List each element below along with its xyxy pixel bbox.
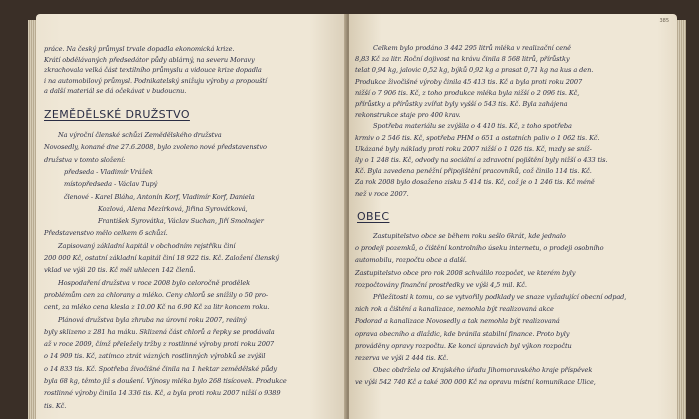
handwritten-line: Představenstvo mělo celkem 6 schůzí. (44, 229, 168, 238)
handwritten-line: Zastupitelstvo obce se během roku sešlo 6krát, kde jednalo (373, 232, 566, 240)
handwritten-line: telat 0,94 kg, jalovic 0,52 kg, býků 0,92 kg a prasat 0,71 kg na kus a den. (355, 66, 594, 75)
section-heading: ZEMĚDĚLSKÉ DRUŽSTVO (44, 108, 190, 121)
section-heading: OBEC (357, 210, 390, 223)
handwritten-line: Plánová družstva byla zhruba na úrovni roku 2007, reálný (58, 315, 247, 324)
handwritten-line: Zapisovaný základní kapitál v obchodním rejstříku činí (58, 241, 236, 250)
handwritten-line: Kč. Byla zavedena peněžní připojištění pracovníků, což činilo 114 tis. Kč. (355, 167, 592, 176)
handwritten-line: Hospodaření družstva v roce 2008 bylo celoročně prodělek (58, 278, 251, 287)
handwritten-line: členové - Karel Bláha, Antonín Korf, Vladimír Korf, Daniela (64, 192, 255, 201)
handwritten-line: až v roce 2009, čímž přeležely tržby z rostlinné výroby proti roku 2007 (44, 340, 275, 349)
handwritten-line: rostlinné výroby činila 14 336 tis. Kč, a byla proti roku 2007 nižší o 9389 (44, 389, 281, 398)
handwritten-line: 200 000 Kč, ostatní základní kapitál činí 18 922 tis. Kč. Založení členský (44, 254, 280, 262)
handwritten-line: o 14 909 tis. Kč, zatímco ztrát vázných rostlinných výrobků se zvýšil (44, 352, 266, 361)
handwritten-line: nich rok a čištění a kanalizace, nemohla být realizovaná akce (355, 305, 554, 314)
handwritten-line: Celkem bylo prodáno 3 442 295 litrů mléka v realizační ceně (373, 44, 571, 52)
handwritten-line: Podorad a kanalizace Novosedly a tak nemohla být realizovaná (355, 317, 560, 326)
handwritten-line: zkrachovala velká část textilního průmyslu a vidouce krize dopadla (44, 66, 262, 75)
handwritten-line: František Syrovátka, Václav Suchan, Jiří Smolnajer (98, 217, 264, 226)
handwritten-line: Za rok 2008 bylo dosaženo zisku 5 414 tis. Kč, což je o 1 246 tis. Kč méně (355, 178, 595, 187)
handwritten-line: 8,83 Kč za litr. Roční dojivost na krávu činila 8 568 litrů, přírůstky (355, 55, 570, 64)
handwritten-line: nižší o 7 906 tis. Kč, z toho produkce mléka byla nižší o 2 096 tis. Kč, (355, 88, 580, 97)
handwritten-line: Obec obdržela od Krajského úřadu Jihomoravského kraje příspěvek (373, 366, 593, 375)
handwritten-line: prováděny opravy rozpočtu. Ke konci úpravách byl výkon rozpočtu (355, 341, 572, 350)
handwritten-line: Kozlová, Alena Mezírková, Jiřina Syrovátková, (98, 204, 248, 213)
handwritten-line: o 14 833 tis. Kč. Spotřeba živočišné činila na 1 hektar zemědělské půdy (44, 364, 278, 373)
handwritten-line: cent, za mléko cena klesla z 10.00 Kč na 6.90 Kč za litr koncem roku. (44, 303, 270, 312)
handwritten-line: rozpočtovány finanční prostředky ve výši 4,5 mil. Kč. (355, 280, 527, 289)
handwritten-line: Novosedly, konané dne 27.6.2008, bylo zvoleno nové představenstvo (44, 143, 267, 152)
handwritten-line: Příležitosti k tomu, co se vytvořily podklady ve snaze vyžadující obecní odpad, (373, 293, 627, 301)
handwritten-line: oprava obecního a dlaždic, kde bránila stabilní finance. Proto byly (355, 329, 570, 338)
handwritten-line: Zastupitelstvo obce pro rok 2008 schválilo rozpočet, ve kterém byly (355, 268, 576, 277)
left-page (36, 14, 347, 419)
handwritten-line: rekonstrukce staje pro 400 krav. (355, 111, 461, 120)
handwritten-line: krmiv o 2 546 tis. Kč, spotřeba PHM o 651 a ostatních paliv o 1 062 tis. Kč. (355, 133, 600, 142)
handwritten-line: i na automobilový průmysl. Podnikatelský snižuju výroby a propouští (44, 76, 267, 85)
handwritten-line: místopředseda - Václav Tupý (64, 180, 158, 189)
handwritten-line: problémům cen za chlorany a mléko. Ceny chlorů se snížily o 50 pro- (44, 290, 268, 299)
handwritten-line: automobilu, rozpočtu obce a další. (355, 256, 467, 265)
right-page-edges (676, 20, 686, 419)
handwritten-line: Ukázané byly náklady proti roku 2007 nižší o 1 026 tis. Kč, mzdy se sníž- (355, 144, 592, 153)
handwritten-line: o prodeji pozemků, o čištění kontrolního úseku internetu, o prodeji osobního (355, 244, 604, 253)
handwritten-line: a další materiál se dá očekávat v budoucnu. (44, 87, 187, 96)
handwritten-line: než v roce 2007. (355, 189, 409, 198)
handwritten-line: byly sklizeno z 281 ha máku. Sklizená část chlorů a řepky se prodávala (44, 327, 275, 336)
handwritten-line: předseda - Vladimír Vrážek (64, 167, 153, 176)
handwritten-line: rezerva ve výši 2 444 tis. Kč. (355, 354, 449, 362)
handwritten-line: Produkce živočišné výroby činila 45 413 tis. Kč a byla proti roku 2007 (355, 77, 583, 86)
handwritten-line: byla 68 kg, těmto již s doušení. Výnosy mléka bylo 268 tisícovek. Produkce (44, 377, 287, 385)
page-number: 385 (659, 18, 669, 24)
handwritten-line: tis. Kč. (44, 401, 67, 410)
right-page (349, 14, 677, 419)
handwritten-line: ve výši 542 740 Kč a také 300 000 Kč na opravu místní komunikace Ulice, (355, 378, 596, 387)
handwritten-line: družstva v tomto složení: (44, 155, 126, 164)
handwritten-line: Krátí obdělávaných předsedátor půdy ablárný, na severu Moravy (44, 55, 255, 64)
handwritten-line: Spotřeba materiálu se zvýšila o 4 410 tis. Kč, z toho spotřeba (373, 122, 572, 131)
handwritten-line: Na výroční členské schůzi Zemědělského družstva (58, 131, 222, 139)
handwritten-line: vklad ve výši 20 tis. Kč měl uhlecen 142 členů. (44, 266, 196, 275)
handwritten-line: ily o 1 248 tis. Kč, odvody na sociální a zdravotní pojištění byly nižší o 433 tis. (355, 156, 608, 164)
handwritten-line: práce. Na český průmysl trvale dopadla ekonomická krize. (44, 45, 235, 53)
handwritten-line: přírůstky a přírůstky zvířat byly vyšší o 543 tis. Kč. Byla zahájena (355, 100, 568, 108)
